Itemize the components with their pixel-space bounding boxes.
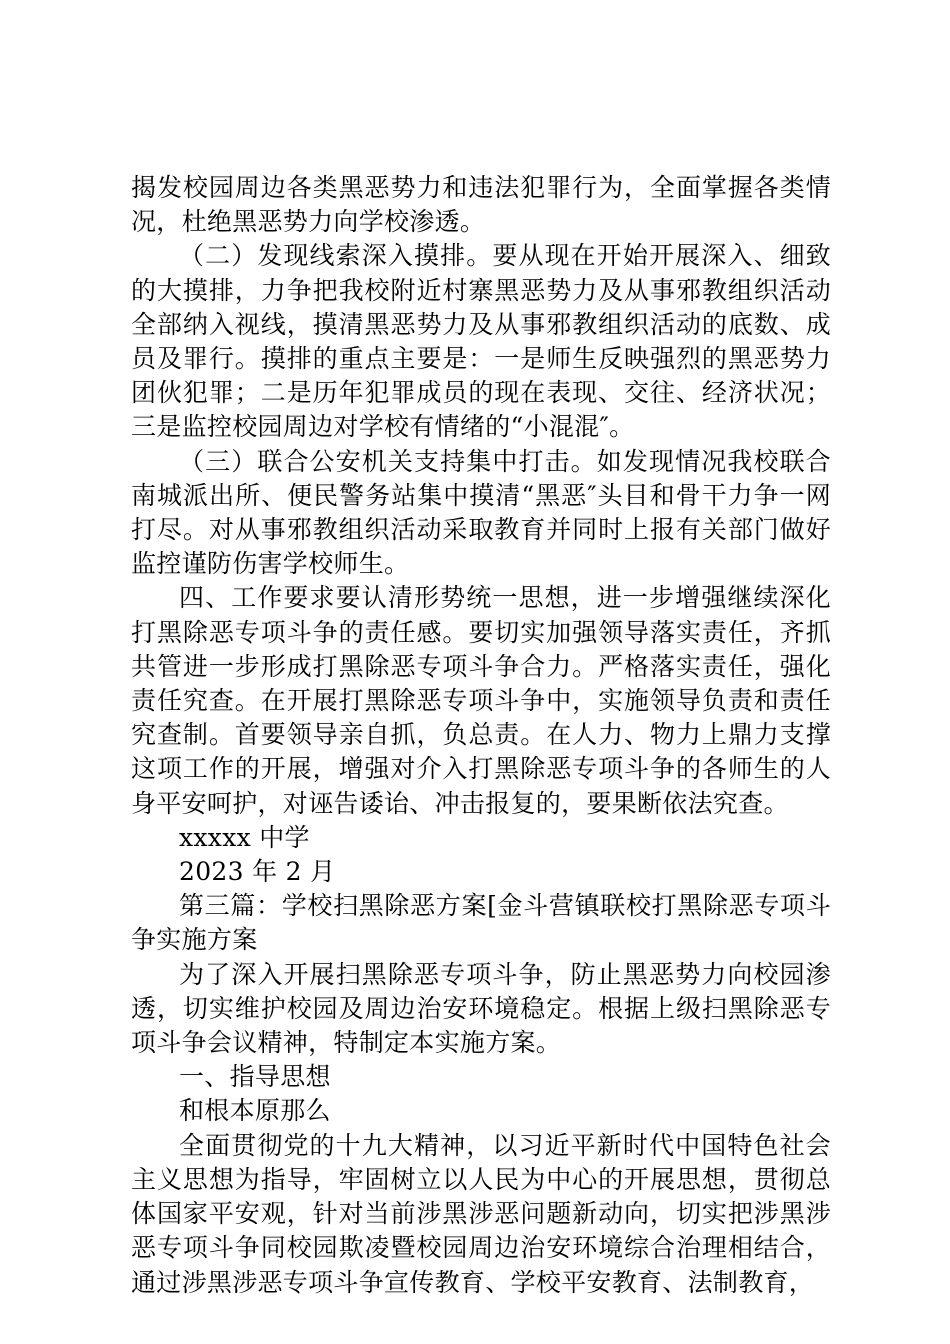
chapter-title: 第三篇：学校扫黑除恶方案[金斗营镇联校打黑除恶专项斗争实施方案	[131, 891, 831, 955]
signature-date: 2023 年 2 月	[179, 857, 336, 887]
paragraph-section-three: （三）联合公安机关支持集中打击。如发现情况我校联合南城派出所、便民警务站集中摸清“黑恶″头目和骨干力争一网打尽。对从事邪教组织活动采取教育并同时上报有关部门做好监控谨防伤害学校师生。	[131, 446, 831, 579]
paragraph-guiding-principles: 全面贯彻党的十九大精神，以习近平新时代中国特色社会主义思想为指导，牢固树立以人民为中心的开展思想，贯彻总体国家平安观，针对当前涉黑涉恶问题新动向，切实把涉黑涉恶专项斗争同校园欺凌暨校园周边治安环境综合治理相结合，通过涉黑涉恶专项斗争宣传教育、学校平安教育、法制教育，	[131, 1130, 831, 1297]
heading-basic-principles: 和根本原那么	[179, 1096, 331, 1126]
paragraph-continuation: 揭发校园周边各类黑恶势力和违法犯罪行为，全面掌握各类情况，杜绝黑恶势力向学校渗透。	[131, 173, 831, 237]
heading-guiding-thought: 一、指导思想	[179, 1062, 331, 1092]
signature-school: xxxxx 中学	[179, 822, 310, 852]
paragraph-section-two: （二）发现线索深入摸排。要从现在开始开展深入、细致的大摸排，力争把我校附近村寨黑恶势力及从事邪教组织活动全部纳入视线，摸清黑恶势力及从事邪教组织活动的底数、成员及罪行。摸排的重点主要是：一是师生反映强烈的黑恶势力团伙犯罪；二是历年犯罪成员的现在表现、交往、经济状况；三是监控校园周边对学校有情绪的“小混混″。	[131, 241, 831, 442]
paragraph-work-requirements: 四、工作要求要认清形势统一思想，进一步增强继续深化打黑除恶专项斗争的责任感。要切实加强领导落实责任，齐抓共管进一步形成打黑除恶专项斗争合力。严格落实责任，强化责任究查。在开展打黑除恶专项斗争中，实施领导负责和责任究查制。首要领导亲自抓，负总责。在人力、物力上鼎力支撑这项工作的开展，增强对介入打黑除恶专项斗争的各师生的人身平安呵护，对诬告诿诒、冲击报复的，要果断依法究查。	[131, 583, 831, 818]
document-body	[131, 171, 831, 1300]
paragraph-intro: 为了深入开展扫黑除恶专项斗争，防止黑恶势力向校园渗透，切实维护校园及周边治安环境稳定。根据上级扫黑除恶专项斗争会议精神，特制定本实施方案。	[131, 959, 831, 1058]
